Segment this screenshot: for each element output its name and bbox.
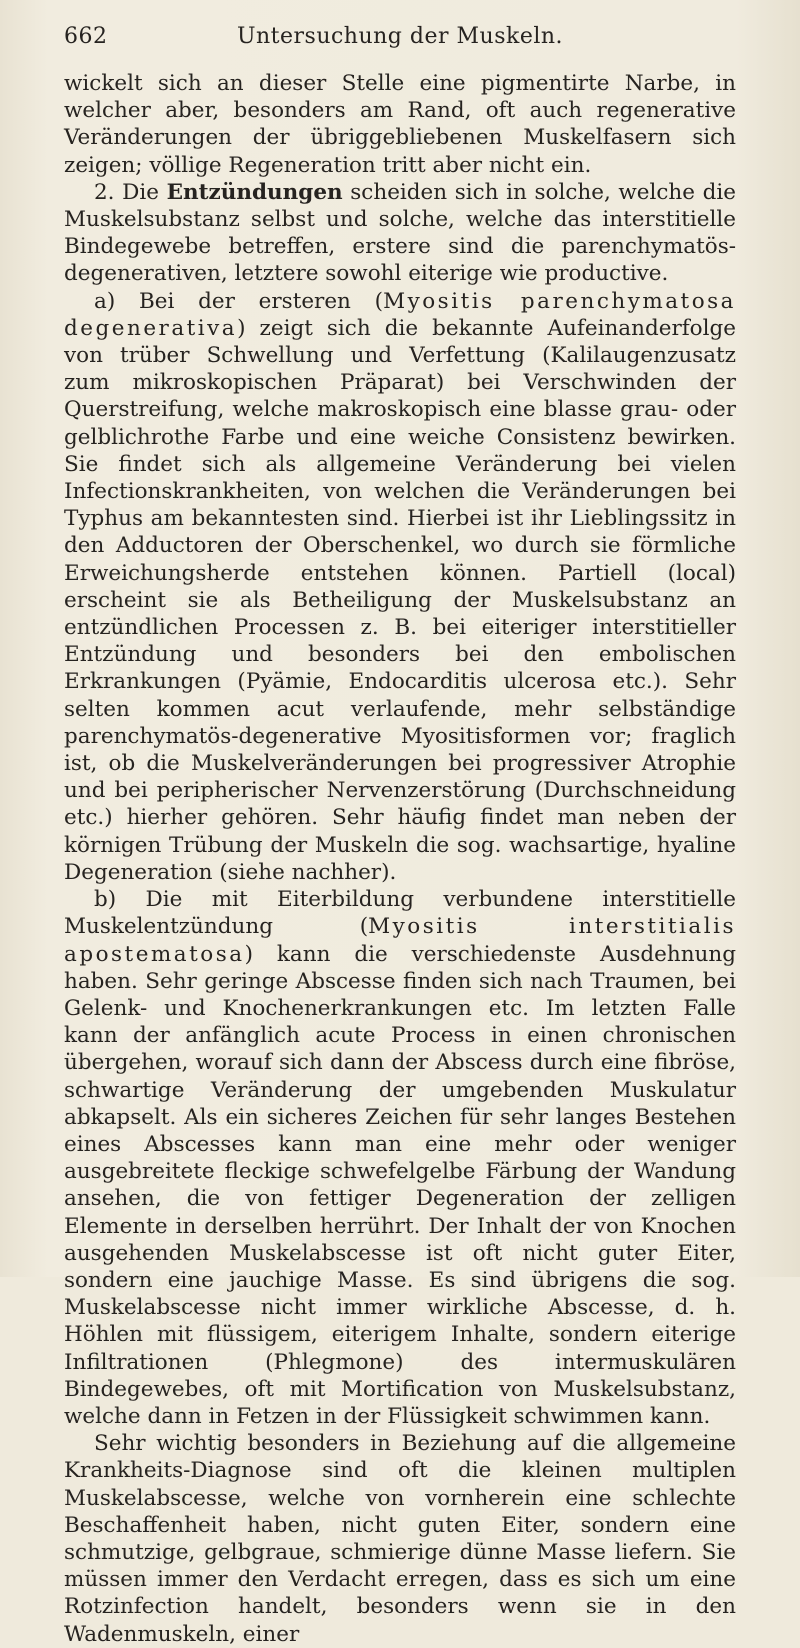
paragraph-entzuendungen <box>64 179 736 288</box>
paragraph-myositis-interstitialis <box>64 886 736 1430</box>
page-number: 662 <box>64 24 108 49</box>
paragraph-continuation: wickelt sich an dieser Stelle eine pigmentirte Narbe, in welcher aber, besonders am Rand, oft auch regenerative Veränderungen der übriggebliebenen Muskelfasern sich zeigen; völlige Regeneration tritt aber nicht ein. <box>64 71 736 178</box>
latin-term: Myositis parenchymatosa degenerativa <box>64 288 736 341</box>
paragraph-myositis-parenchymatosa <box>64 288 736 886</box>
paragraph-lead: a) Bei der ersteren ( <box>94 288 384 314</box>
paragraph-text: ) zeigt sich die bekannte Aufeinanderfolge von trüber Schwellung und Verfettung (Kalilaugenzusatz zum mikroskopischen Präparat) bei Verschwinden der Querstreifung, welche makroskopisch eine blasse grau- oder gelblichrothe Farbe und eine weiche Consistenz bewirken. Sie findet sich als allgemeine Veränderung bei vielen Infectionskrankheiten, von welchen die Veränderungen bei Typhus am bekanntesten sind. Hierbei ist ihr Lieblingssitz in den Adductoren der Oberschenkel, wo durch sie förmliche Erweichungsherde entstehen können. Partiell (local) erscheint sie als Betheiligung der Muskelsubstanz an entzündlichen Processen z. B. bei eiteriger interstitieller Entzündung und besonders bei den embolischen Erkrankungen (Pyämie, Endocarditis ulcerosa etc.). Sehr selten kommen acut verlaufende, mehr selbständige parenchymatös-degenerative Myositisformen vor; fraglich ist, ob die Muskelveränderungen bei progressiver Atrophie und bei peripherischer Nervenzerstörung (Durchschneidung etc.) hierher gehören. Sehr häufig findet man neben der körnigen Trübung der Muskeln die sog. wachsartige, hyaline Degeneration (siehe nachher). <box>64 315 736 885</box>
section-number: 2. Die <box>94 179 167 205</box>
paragraph-text: ) kann die verschiedenste Ausdehnung haben. Sehr geringe Abscesse finden sich nach Traumen, bei Gelenk- und Knochenerkrankungen etc. Im letzten Falle kann der anfänglich acute Process in einen chronischen übergehen, worauf sich dann der Abscess durch eine fibröse, schwartige Veränderung der umgebenden Muskulatur abkapselt. Als ein sicheres Zeichen für sehr langes Bestehen eines Abscesses kann man eine mehr oder weniger ausgebreitete fleckige schwefelgelbe Färbung der Wandung ansehen, die von fettiger Degeneration der zelligen Elemente in derselben herrührt. Der Inhalt der von Knochen ausgehenden Muskelabscesse ist oft nicht guter Eiter, sondern eine jauchige Masse. Es sind übrigens die sog. Muskelabscesse nicht immer wirkliche Abscesse, d. h. Höhlen mit flüssigem, eiterigem Inhalte, sondern eiterige Infiltrationen (Phlegmone) des intermuskulären Bindegewebes, oft mit Mortification von Muskelsubstanz, welche dann in Fetzen in der Flüssigkeit schwimmen kann. <box>64 941 736 1429</box>
body-text <box>64 70 736 1648</box>
page-header <box>64 24 736 54</box>
section-keyword: Entzündungen <box>166 179 343 205</box>
paragraph-muskelabscesse: Sehr wichtig besonders in Beziehung auf die allgemeine Krankheits-Diagnose sind oft die kleinen multiplen Muskelabscesse, welche von vornherein eine schlechte Beschaffenheit haben, nicht guten Eiter, sondern eine schmutzige, gelbgraue, schmierige dünne Masse liefern. Sie müssen immer den Verdacht erregen, dass es sich um eine Rotzinfection handelt, besonders wenn sie in den Wadenmuskeln, einer <box>64 1431 736 1647</box>
running-title: Untersuchung der Muskeln. <box>236 24 564 49</box>
paragraph-text: scheiden sich in solche, welche die Muskelsubstanz selbst und solche, welche das interstitielle Bindegewebe betreffen, erstere sind die parenchymatös-degenerativen, letztere sowohl eiterige wie productive. <box>64 179 736 287</box>
paragraph-lead: b) Die mit Eiterbildung verbundene interstitielle Muskelentzündung ( <box>64 887 736 940</box>
latin-term: Myositis interstitialis apostematosa <box>64 914 737 967</box>
